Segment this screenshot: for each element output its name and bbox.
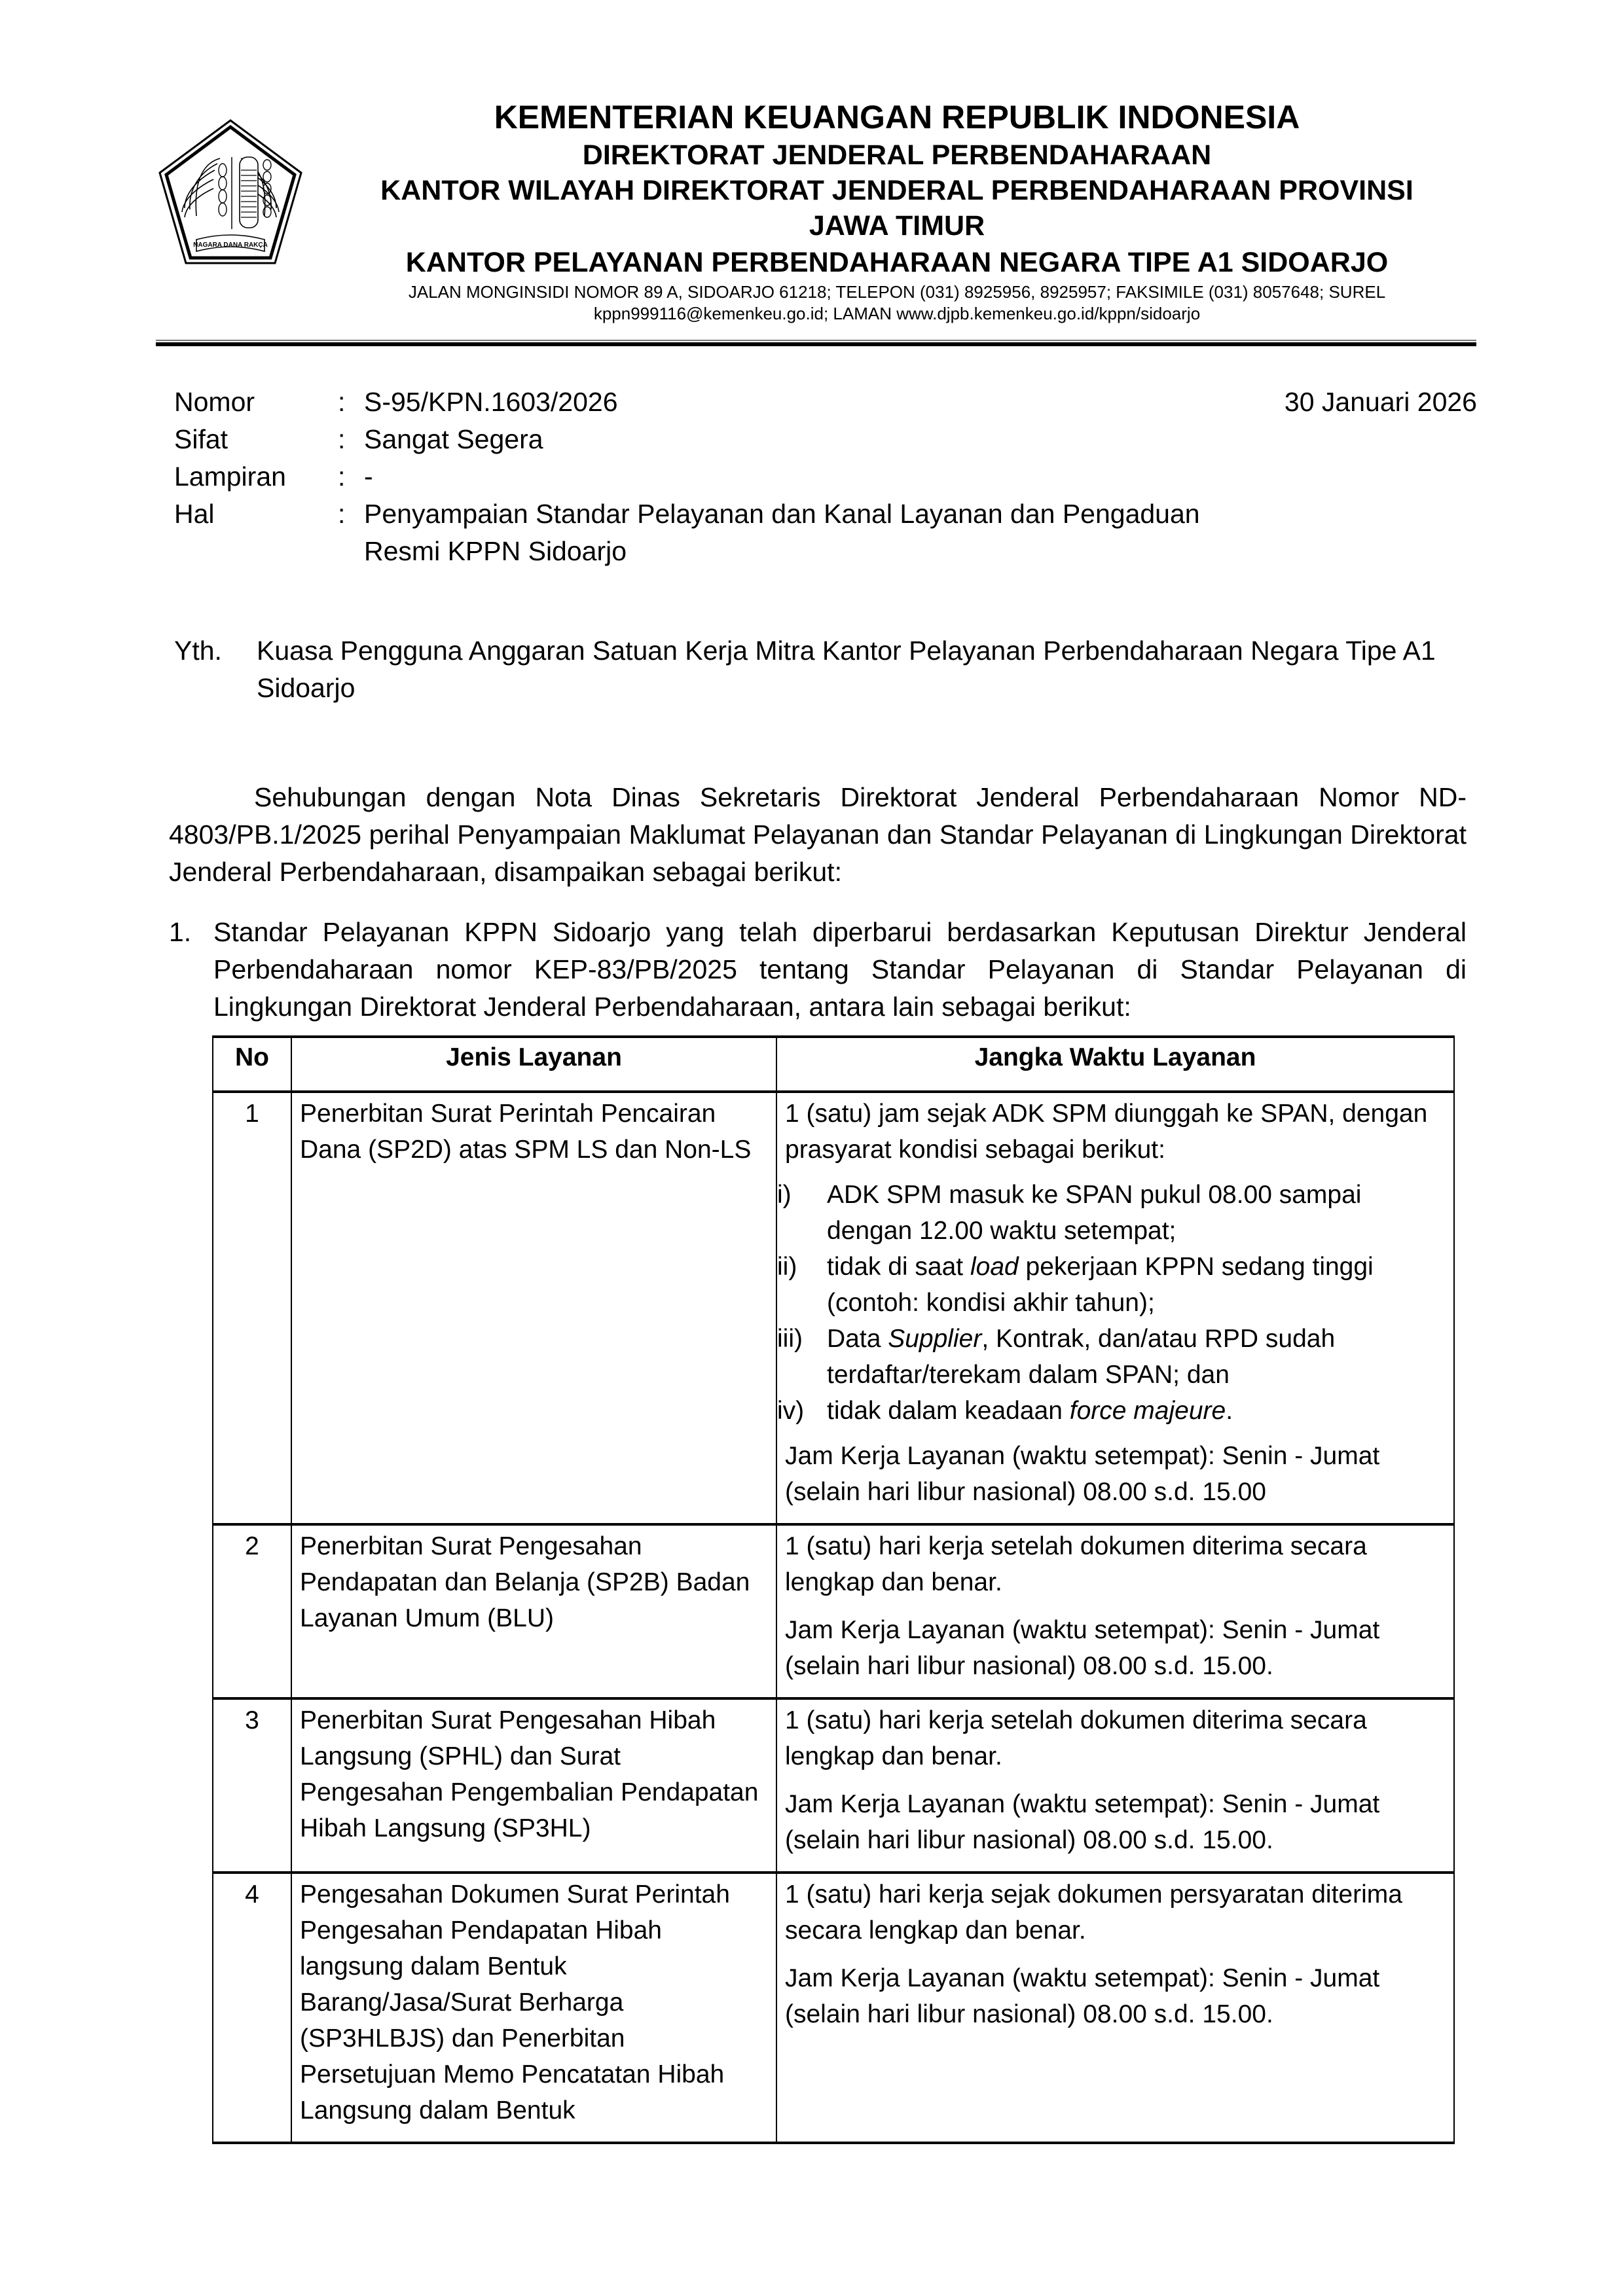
condition-item	[777, 1177, 1446, 1249]
table-header-row	[213, 1037, 1454, 1092]
table-row	[213, 1092, 1454, 1524]
table-row	[213, 1524, 1454, 1698]
directorate-name: DIREKTORAT JENDERAL PERBENDAHARAAN	[582, 139, 1212, 171]
service-type: Penerbitan Surat Perintah Pencairan Dana (SP2D) atas SPM LS dan Non-LS	[291, 1092, 776, 1524]
header-no: No	[213, 1037, 291, 1092]
province-name: JAWA TIMUR	[809, 210, 985, 242]
service-duration	[776, 1698, 1454, 1873]
condition-number: ii)	[777, 1253, 797, 1281]
row-number: 3	[213, 1698, 291, 1873]
colon: :	[338, 499, 346, 529]
service-standard-table	[212, 1035, 1455, 2144]
table-row	[213, 1698, 1454, 1873]
meta-row-hal	[174, 495, 1477, 570]
office-contact: kppn999116@kemenkeu.go.id; LAMAN www.djpb.kemenkeu.go.id/kppn/sidoarjo	[593, 304, 1201, 323]
condition-item	[777, 1321, 1446, 1393]
condition-number: iii)	[777, 1325, 803, 1353]
condition-text: ADK SPM masuk ke SPAN pukul 08.00 sampai dengan 12.00 waktu setempat;	[827, 1181, 1362, 1245]
letter-date: 30 Januari 2026	[1284, 387, 1477, 417]
ministry-name: KEMENTERIAN KEUANGAN REPUBLIK INDONESIA	[494, 99, 1300, 135]
kemenkeu-logo-icon	[156, 118, 305, 267]
condition-text: Data Supplier, Kontrak, dan/atau RPD sudah terdaftar/terekam dalam SPAN; dan	[827, 1325, 1336, 1389]
logo-motto: NAGARA DANA RAKÇA	[193, 242, 268, 249]
row-number: 2	[213, 1524, 291, 1698]
hal-label: Hal	[174, 499, 215, 529]
service-duration	[776, 1873, 1454, 2143]
colon: :	[338, 387, 346, 417]
hal-value: Penyampaian Standar Pelayanan dan Kanal Layanan dan Pengaduan Resmi KPPN Sidoarjo	[364, 499, 1200, 566]
service-type: Pengesahan Dokumen Surat Perintah Pengesahan Pendapatan Hibah langsung dalam Bentuk Barang/Jasa/Surat Berharga (SP3HLBJS) dan Penerbitan Persetujuan Memo Pencatatan Hibah Langsung dalam Bentuk	[291, 1873, 776, 2143]
list-item-1	[169, 914, 1467, 1026]
sifat-label: Sifat	[174, 424, 228, 454]
condition-item	[777, 1393, 1446, 1429]
service-type: Penerbitan Surat Pengesahan Hibah Langsung (SPHL) dan Surat Pengesahan Pengembalian Pendapatan Hibah Langsung (SP3HL)	[291, 1698, 776, 1873]
table-row	[213, 1873, 1454, 2143]
meta-row-sifat	[174, 421, 1477, 458]
letterhead	[308, 97, 1486, 325]
sifat-value: Sangat Segera	[364, 424, 543, 454]
lampiran-value: -	[364, 461, 373, 492]
duration-intro: 1 (satu) hari kerja setelah dokumen diterima secara lengkap dan benar.	[785, 1532, 1367, 1596]
service-hours: Jam Kerja Layanan (waktu setempat): Senin - Jumat (selain hari libur nasional) 08.00 s.d. 15.00	[785, 1442, 1380, 1506]
colon: :	[338, 424, 346, 454]
condition-text: tidak dalam keadaan force majeure.	[827, 1397, 1233, 1425]
row-number: 4	[213, 1873, 291, 2143]
condition-number: i)	[777, 1181, 792, 1209]
lampiran-label: Lampiran	[174, 461, 286, 492]
header-jangka-waktu: Jangka Waktu Layanan	[776, 1037, 1454, 1092]
office-address: JALAN MONGINSIDI NOMOR 89 A, SIDOARJO 61218; TELEPON (031) 8925956, 8925957; FAKSIMILE (031) 8057648; SUREL	[408, 282, 1386, 302]
service-duration	[776, 1524, 1454, 1698]
condition-text: tidak di saat load pekerjaan KPPN sedang tinggi (contoh: kondisi akhir tahun);	[827, 1253, 1374, 1317]
duration-intro: 1 (satu) hari kerja setelah dokumen diterima secara lengkap dan benar.	[785, 1706, 1367, 1770]
condition-list	[777, 1177, 1446, 1429]
recipient-label: Yth.	[174, 636, 222, 666]
service-hours: Jam Kerja Layanan (waktu setempat): Senin - Jumat (selain hari libur nasional) 08.00 s.d. 15.00.	[785, 1616, 1380, 1680]
service-hours: Jam Kerja Layanan (waktu setempat): Senin - Jumat (selain hari libur nasional) 08.00 s.d. 15.00.	[785, 1790, 1380, 1854]
letter-meta	[174, 384, 1477, 570]
letterhead-divider	[156, 342, 1476, 346]
recipient	[174, 632, 1477, 707]
duration-intro: 1 (satu) jam sejak ADK SPM diunggah ke SPAN, dengan prasyarat kondisi sebagai berikut:	[785, 1100, 1428, 1164]
condition-item	[777, 1249, 1446, 1321]
list-item-text: Standar Pelayanan KPPN Sidoarjo yang telah diperbarui berdasarkan Keputusan Direktur Jenderal Perbendaharaan nomor KEP-83/PB/2025 tentang Standar Pelayanan di Standar Pelayanan di Lingkungan Direktorat Jenderal Perbendaharaan, antara lain sebagai berikut:	[213, 917, 1467, 1022]
opening-paragraph: Sehubungan dengan Nota Dinas Sekretaris Direktorat Jenderal Perbendaharaan Nomor ND-4803/PB.1/2025 perihal Penyampaian Maklumat Pelayanan dan Standar Pelayanan di Lingkungan Direktorat Jenderal Perbendaharaan, disampaikan sebagai berikut:	[169, 782, 1467, 887]
service-hours: Jam Kerja Layanan (waktu setempat): Senin - Jumat (selain hari libur nasional) 08.00 s.d. 15.00.	[785, 1964, 1380, 2028]
duration-intro: 1 (satu) hari kerja sejak dokumen persyaratan diterima secara lengkap dan benar.	[785, 1880, 1402, 1945]
service-duration	[776, 1092, 1454, 1524]
nomor-label: Nomor	[174, 387, 255, 417]
regional-office-name: KANTOR WILAYAH DIREKTORAT JENDERAL PERBENDAHARAAN PROVINSI	[380, 175, 1413, 206]
letterhead-divider-thin	[156, 340, 1476, 341]
row-number: 1	[213, 1092, 291, 1524]
nomor-value: S-95/KPN.1603/2026	[364, 387, 618, 417]
header-jenis-layanan: Jenis Layanan	[291, 1037, 776, 1092]
recipient-value: Kuasa Pengguna Anggaran Satuan Kerja Mitra Kantor Pelayanan Perbendaharaan Negara Tipe A1 Sidoarjo	[257, 636, 1436, 703]
list-item-number: 1.	[169, 917, 192, 947]
meta-row-lampiran	[174, 458, 1477, 495]
meta-row-nomor	[174, 384, 1477, 421]
condition-number: iv)	[777, 1397, 805, 1425]
service-type: Penerbitan Surat Pengesahan Pendapatan dan Belanja (SP2B) Badan Layanan Umum (BLU)	[291, 1524, 776, 1698]
office-name: KANTOR PELAYANAN PERBENDAHARAAN NEGARA TIPE A1 SIDOARJO	[405, 247, 1389, 278]
colon: :	[338, 461, 346, 492]
